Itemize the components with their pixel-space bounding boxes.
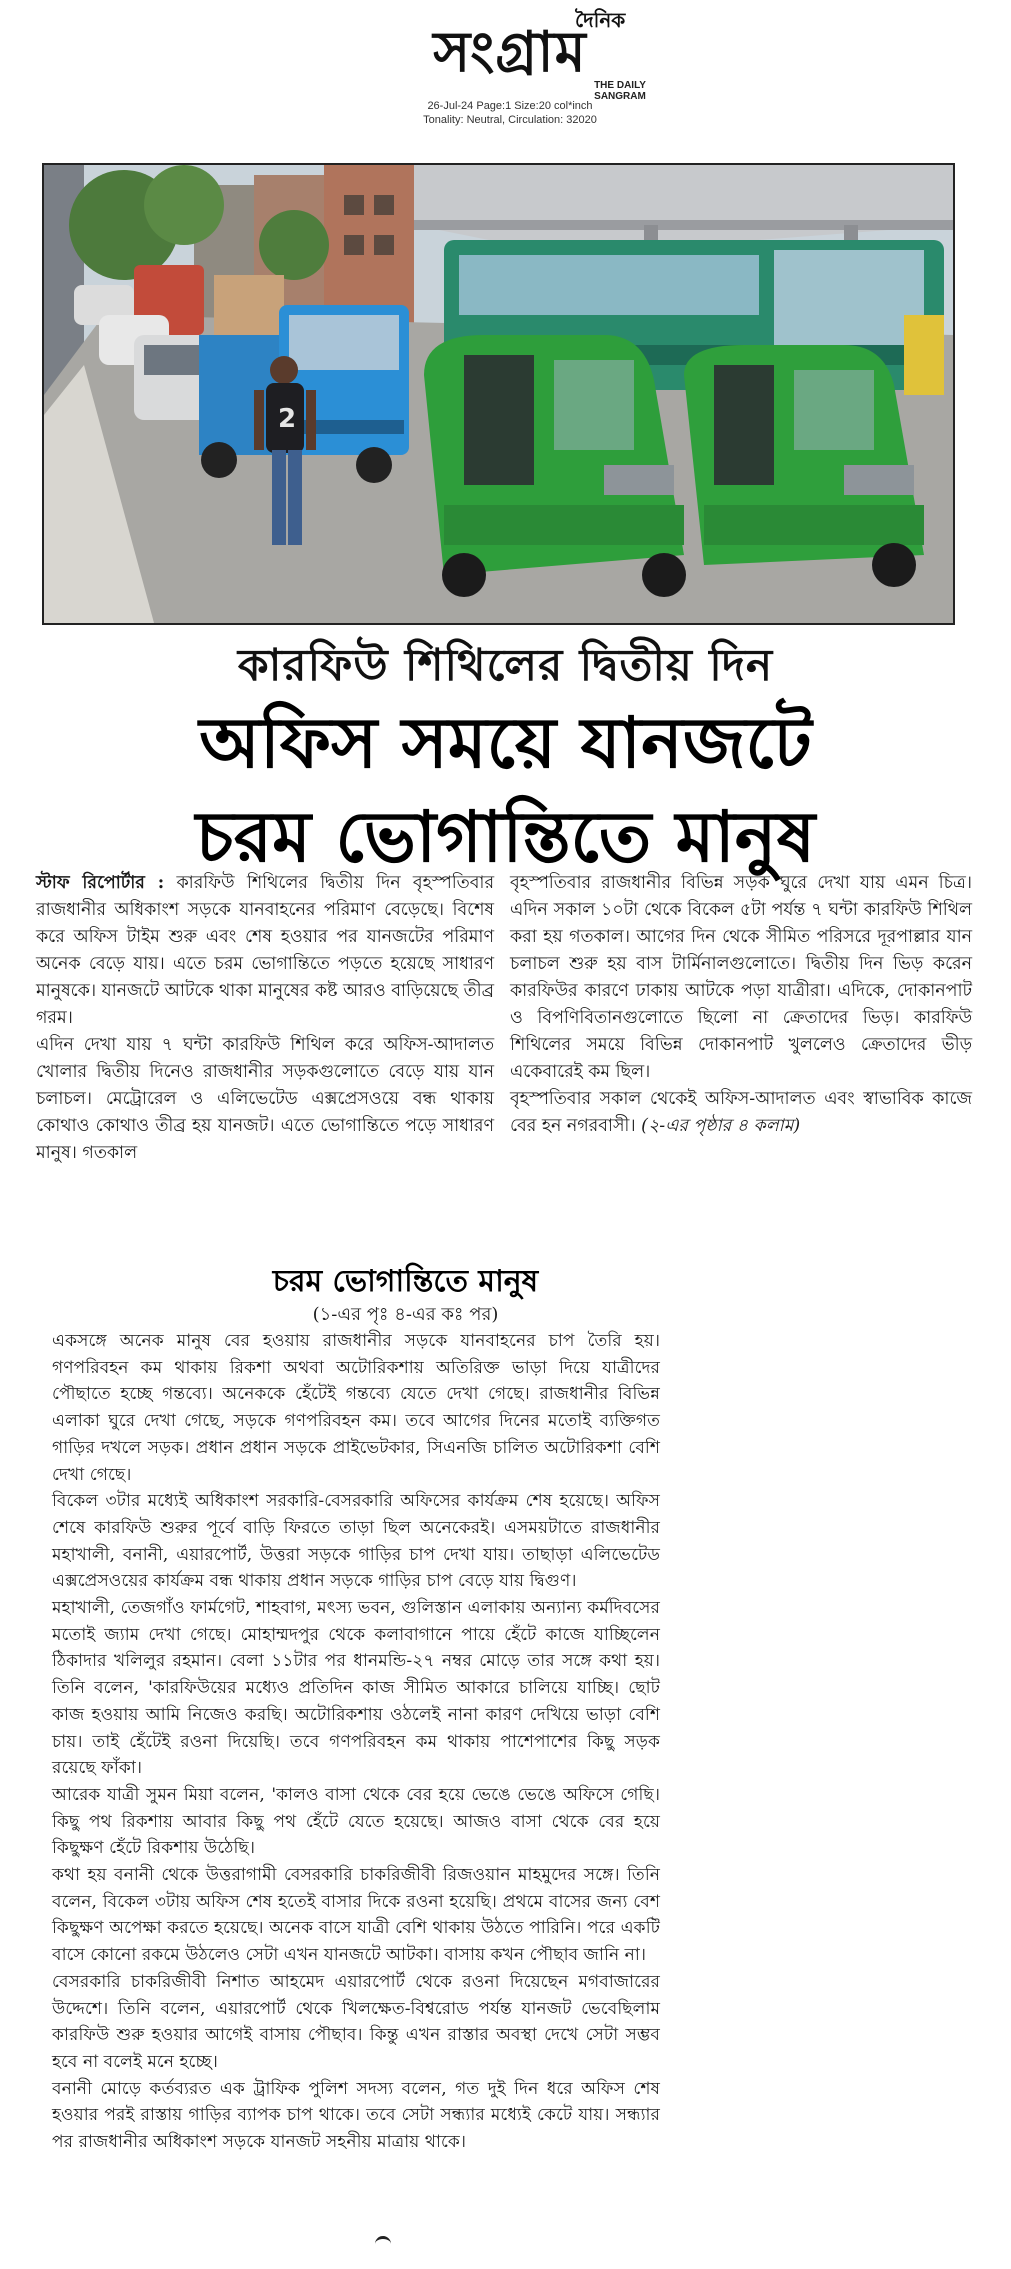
- clipping-meta-line1: 26-Jul-24 Page:1 Size:20 col*inch: [427, 100, 593, 112]
- article-paragraph: [36, 870, 494, 1032]
- article-column-1: [36, 870, 494, 1167]
- article-paragraph: [510, 1086, 972, 1140]
- continuation-body: [52, 1328, 660, 2156]
- masthead: [360, 4, 660, 134]
- continuation-paragraph: বিকেল ৩টার মধ্যেই অধিকাংশ সরকারি-বেসরকারি অফিসের কার্যক্রম শেষ হয়েছে। অফিস শেষে কারফিউ শুরুর পূর্বে বাড়ি ফিরতে তাড়া ছিল অনেকেরই। এসময়টাতে রাজধানীর মহাখালী, বনানী, এয়ারপোর্ট, উত্তরা সড়কে গাড়ির চাপ দেখা যায়। তাছাড়া এলিভেটেড এক্সপ্রেসওয়ের কার্যক্রম বন্ধ থাকায় প্রধান সড়কে গাড়ির চাপ বেড়ে যায় দ্বিগুণ।: [52, 1491, 660, 1592]
- headline-line2: চরম ভোগান্তিতে মানুষ: [195, 796, 816, 878]
- byline: স্টাফ রিপোর্টার :: [36, 873, 165, 893]
- continuation-paragraph: আরেক যাত্রী সুমন মিয়া বলেন, 'কালও বাসা থেকে বের হয়ে ভেঙে ভেঙে অফিসে গেছি। কিছু পথ রিকশায় আবার কিছু পথ হেঁটে যেতে হয়েছে। আজও বাসা থেকে বের হয়ে কিছুক্ষণ হেঁটে রিকশায় উঠেছি।: [52, 1784, 660, 1859]
- continuation-subtitle: (১-এর পৃঃ ৪-এর কঃ পর): [312, 1304, 499, 1325]
- continuation-title: চরম ভোগান্তিতে মানুষ: [272, 1264, 539, 1299]
- paragraph-text: বৃহস্পতিবার সকাল থেকেই অফিস-আদালত এবং স্বাভাবিক কাজে বের হন নগরবাসী।: [510, 1089, 972, 1136]
- end-mark: [375, 2236, 391, 2245]
- masthead-subtitle: THE DAILY SANGRAM: [594, 80, 646, 102]
- clipping-meta-line2: Tonality: Neutral, Circulation: 32020: [423, 114, 597, 126]
- headline-line1: অফিস সময়ে যানজটে: [199, 702, 812, 784]
- article-paragraph: বৃহস্পতিবার রাজধানীর বিভিন্ন সড়ক ঘুরে দেখা যায় এমন চিত্র। এদিন সকাল ১০টা থেকে বিকেল ৫টা পর্যন্ত ৭ ঘন্টা কারফিউ শিথিল করা হয় গতকাল। আগের দিন থেকে সীমিত পরিসরে দূরপাল্লার যান চলাচল শুরু হয় বাস টার্মিনালগুলোতে। দ্বিতীয় দিন ভিড় করেন কারফিউর কারণে ঢাকায় আটকে পড়া যাত্রীরা। এদিকে, দোকানপাট ও বিপণিবিতানগুলোতে ছিলো না ক্রেতাদের ভিড়। কারফিউ শিথিলের সময়ে বিভিন্ন দোকানপাট খুললেও ক্রেতাদের ভীড় একেবারেই কম ছিল।: [510, 873, 972, 1082]
- article-paragraph: এদিন দেখা যায় ৭ ঘন্টা কারফিউ শিথিল করে অফিস-আদালত খোলার দ্বিতীয় দিনেও রাজধানীর সড়কগুলোতে বেড়ে যায় যান চলাচল। মেট্রোরেল ও এলিভেটেড এক্সপ্রেসওয়ে বন্ধ থাকায় কোথাও কোথাও তীব্র হয় যানজট। এতে ভোগান্তিতে পড়ে সাধারণ মানুষ। গতকাল: [36, 1035, 494, 1163]
- continuation-paragraph: বেসরকারি চাকরিজীবী নিশাত আহমেদ এয়ারপোর্ট থেকে রওনা দিয়েছেন মগবাজারের উদ্দেশে। তিনি বলেন, এয়ারপোর্ট থেকে খিলক্ষেত-বিশ্বরোড পর্যন্ত যানজট ভেবেছিলাম কারফিউ শুরু হওয়ার আগেই বাসায় পৌছাব। কিন্তু এখন রাস্তার অবস্থা দেখে সেটা সম্ভব হবে না বলেই মনে হচ্ছে।: [52, 1971, 660, 2072]
- continuation-paragraph: মহাখালী, তেজগাঁও ফার্মগেট, শাহবাগ, মৎস্য ভবন, গুলিস্তান এলাকায় অন্যান্য কর্মদিবসের মতোই জ্যাম দেখা গেছে। মোহাম্মদপুর থেকে কলাবাগানে পায়ে হেঁটে কাজে যাচ্ছিলেন ঠিকাদার খলিলুর রহমান। বেলা ১১টার পর ধানমন্ডি-২৭ নম্বর মোড়ে তার সঙ্গে কথা হয়। তিনি বলেন, 'কারফিউয়ের মধ্যেও প্রতিদিন কাজ সীমিত আকারে চালিয়ে যাচ্ছি। ছোট কাজ হওয়ায় আমি নিজেও করছি। অটোরিকশায় ওঠলেই নানা কারণ দেখিয়ে ভাড়া বেশি চায়। তাই হেঁটেই রওনা দিয়েছি। তবে গণপরিবহন কম থাকায় পাশেপাশের কিছু সড়ক রয়েছে ফাঁকা।: [52, 1598, 660, 1779]
- paragraph-text: কারফিউ শিথিলের দ্বিতীয় দিন বৃহস্পতিবার রাজধানীর অধিকাংশ সড়কে যানবাহনের পরিমাণ বেড়েছে। বিশেষ করে অফিস টাইম শুরু এবং শেষ হওয়ার পর যানজটের পরিমাণ অনেক বেড়ে যায়। এতে চরম ভোগান্তিতে পড়তে হয়েছে সাধারণ মানুষকে। যানজটে আটকে থাকা মানুষের কষ্ট আরও বাড়িয়েছে তীব্র গরম।: [36, 873, 495, 1028]
- newspaper-logo: সংগ্রাম: [433, 19, 587, 85]
- street-traffic-photo: [42, 163, 955, 625]
- masthead-small-title: দৈনিক: [575, 8, 626, 32]
- continuation-paragraph: একসঙ্গে অনেক মানুষ বের হওয়ায় রাজধানীর সড়কে যানবাহনের চাপ তৈরি হয়। গণপরিবহন কম থাকায় রিকশা অথবা অটোরিকশায় অতিরিক্ত ভাড়া দিয়ে যাত্রীদের পৌছাতে হচ্ছে গন্তব্যে। অনেককে হেঁটেই গন্তব্যে যেতে দেখা গেছে। রাজধানীর বিভিন্ন এলাকা ঘুরে দেখা গেছে, সড়কে গণপরিবহন কম। তবে আগের দিনের মতোই ব্যক্তিগত গাড়ির দখলে সড়ক। প্রধান প্রধান সড়কে প্রাইভেটকার, সিএনজি চালিত অটোরিকশা বেশি দেখা গেছে।: [52, 1331, 660, 1485]
- continued-on-note: (২-এর পৃষ্ঠার ৪ কলাম): [641, 1116, 801, 1136]
- continuation-paragraph: বনানী মোড়ে কর্তব্যরত এক ট্রাফিক পুলিশ সদস্য বলেন, গত দুই দিন ধরে অফিস শেষ হওয়ার পরই রাস্তায় গাড়ির ব্যাপক চাপ থাকে। তবে সেটা সন্ধ্যার মধ্যেই কেটে যায়। সন্ধ্যার পর রাজধানীর অধিকাংশ সড়কে যানজট সহনীয় মাত্রায় থাকে।: [52, 2078, 660, 2153]
- article-kicker: কারফিউ শিথিলের দ্বিতীয় দিন: [237, 640, 774, 691]
- continuation-paragraph: কথা হয় বনানী থেকে উত্তরাগামী বেসরকারি চাকরিজীবী রিজওয়ান মাহমুদের সঙ্গে। তিনি বলেন, বিকেল ৩টায় অফিস শেষ হতেই বাসার দিকে রওনা হয়েছি। প্রথমে বাসের জন্য বেশ কিছুক্ষণ অপেক্ষা করতে হয়েছে। অনেক বাসে যাত্রী বেশি থাকায় উঠতে পারিনি। পরে একটি বাসে কোনো রকমে উঠলেও সেটা এখন যানজটে আটকা। বাসায় কখন পৌছাব জানি না।: [52, 1865, 660, 1966]
- article-column-2: [510, 870, 972, 1140]
- svg-text:2: 2: [278, 404, 297, 434]
- photo-illustration: [44, 165, 953, 623]
